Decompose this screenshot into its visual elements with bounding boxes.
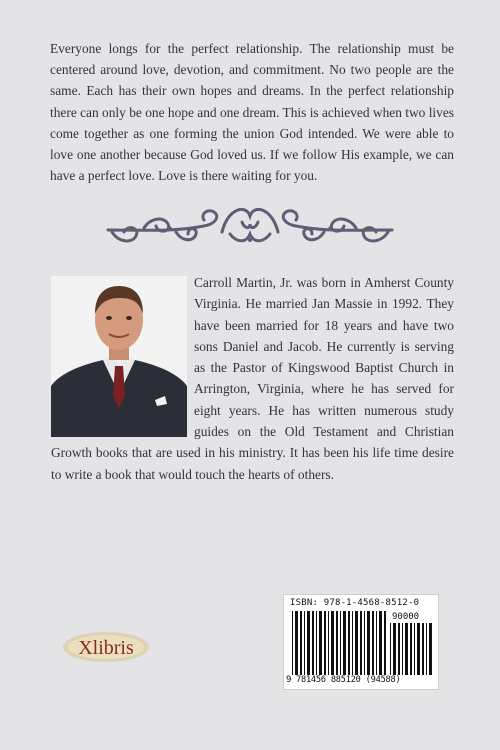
author-bio-container [51, 272, 454, 485]
author-bio: Carroll Martin, Jr. was born in Amherst County Virginia. He married Jan Massie in 1992. They have been married for 18 years and have two sons Daniel and Jacob. He currently is serving as the Pastor of Kingswood Baptist Church in Arrington, Virginia, where he has served for eight years. He has written numerous study guides on the Old Testament and Christian Growth books that are used in his ministry. It has been his life time desire to write a book that would touch the hearts of others. [51, 275, 454, 482]
barcode-digits [296, 675, 400, 685]
photo-float-spacer [51, 272, 194, 440]
barcode-addon-digits: (94588) [365, 675, 401, 685]
price-code: 90000 [392, 612, 420, 622]
barcode-main-digits: 781456 885120 [296, 675, 361, 685]
barcode-first-digit: 9 [286, 675, 292, 685]
barcode-panel [283, 594, 439, 690]
ean-barcode-icon [292, 611, 388, 675]
publisher-logo-text: Xlibris [78, 637, 134, 659]
isbn-label: ISBN: 978-1-4568-8512-0 [290, 598, 420, 608]
cover-blurb: Everyone longs for the perfect relationship. The relationship must be centered around love, devotion, and commitment. No two people are the same. Each has their own hopes and dreams. In the perfect relationship there can only be one hope and one dream. This is achieved when two lives come together as one forming the union God intended. We were able to love one another because God loved us. If we follow His example, we can have a perfect love. Love is there waiting for you. [50, 41, 454, 184]
addon-barcode-icon [390, 623, 432, 675]
publisher-logo [62, 630, 150, 664]
decorative-scroll-divider-icon [104, 202, 396, 248]
